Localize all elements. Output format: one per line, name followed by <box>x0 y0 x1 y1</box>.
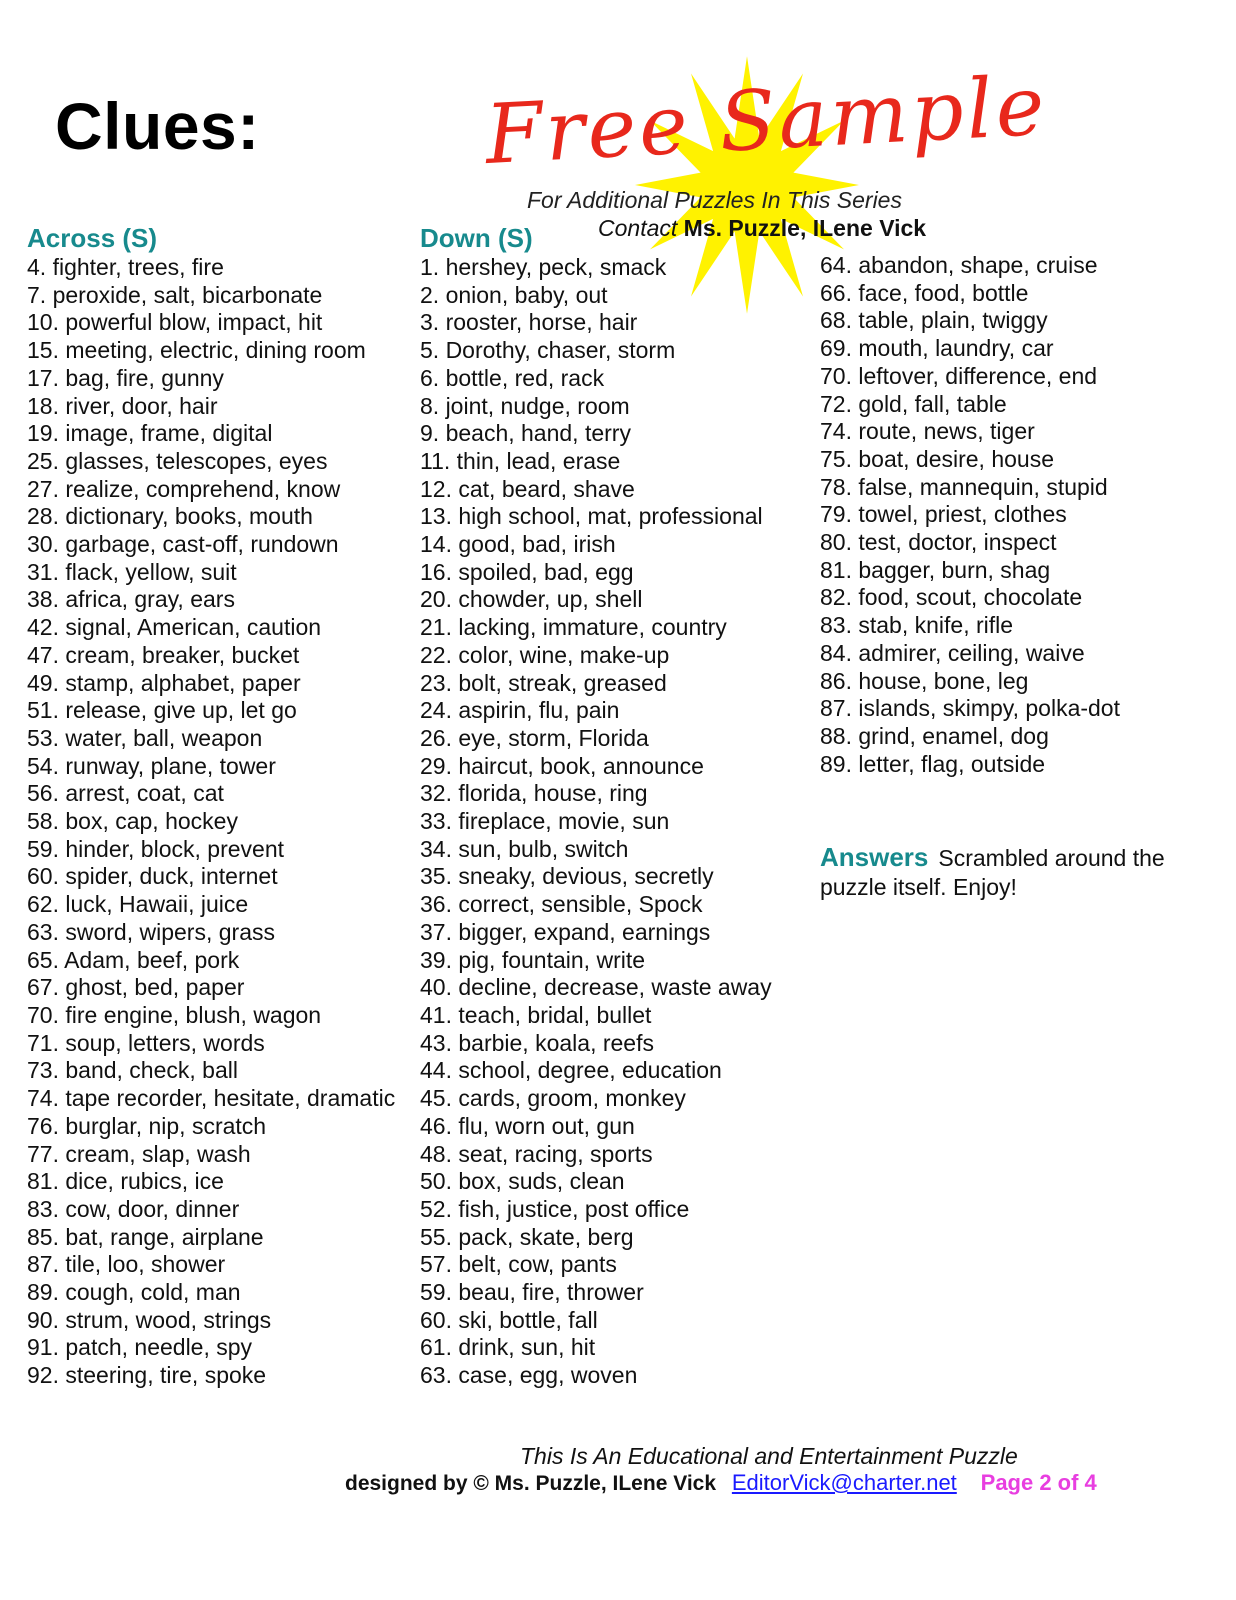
across-clue: 77. cream, slap, wash <box>27 1140 251 1167</box>
page-title: Clues: <box>55 89 260 163</box>
down-clue: 48. seat, racing, sports <box>420 1140 653 1167</box>
down-clue: 86. house, bone, leg <box>820 667 1029 694</box>
down-clue: 60. ski, bottle, fall <box>420 1306 598 1333</box>
across-clue: 89. cough, cold, man <box>27 1279 241 1306</box>
down-clue: 14. good, bad, irish <box>420 531 616 558</box>
across-clue: 71. soup, letters, words <box>27 1029 265 1056</box>
down-clue: 46. flu, worn out, gun <box>420 1112 635 1139</box>
down-clue: 83. stab, knife, rifle <box>820 612 1014 639</box>
down-clue: 63. case, egg, woven <box>420 1362 638 1389</box>
across-clue: 76. burglar, nip, scratch <box>27 1112 267 1139</box>
down-clue: 87. islands, skimpy, polka-dot <box>820 695 1120 722</box>
across-clue: 90. strum, wood, strings <box>27 1306 272 1333</box>
across-clue: 59. hinder, block, prevent <box>27 835 284 862</box>
across-clue: 49. stamp, alphabet, paper <box>27 669 301 696</box>
down-clue: 22. color, wine, make-up <box>420 641 670 668</box>
across-clue: 65. Adam, beef, pork <box>27 946 240 973</box>
across-clue: 18. river, door, hair <box>27 392 218 419</box>
down-clue: 57. belt, cow, pants <box>420 1251 617 1278</box>
across-clue: 62. luck, Hawaii, juice <box>27 891 249 918</box>
down-clue: 82. food, scout, chocolate <box>820 584 1083 611</box>
across-clue: 17. bag, fire, gunny <box>27 364 224 391</box>
across-clue: 92. steering, tire, spoke <box>27 1362 267 1389</box>
across-clue: 74. tape recorder, hesitate, dramatic <box>27 1085 396 1112</box>
down-clue: 6. bottle, red, rack <box>420 364 605 391</box>
page-indicator: Page 2 of 4 <box>980 1470 1097 1495</box>
down-clue: 16. spoiled, bad, egg <box>420 558 634 585</box>
down-clue: 59. beau, fire, thrower <box>420 1279 644 1306</box>
across-clue: 67. ghost, bed, paper <box>27 974 245 1001</box>
down-clue: 66. face, food, bottle <box>820 279 1029 306</box>
down-clue: 21. lacking, immature, country <box>420 614 727 641</box>
down-clue: 69. mouth, laundry, car <box>820 335 1054 362</box>
down-clue: 70. leftover, difference, end <box>820 362 1098 389</box>
across-clue: 30. garbage, cast-off, rundown <box>27 531 339 558</box>
across-clue: 63. sword, wipers, grass <box>27 918 275 945</box>
across-heading: Across (S) <box>27 223 158 253</box>
down-clue: 3. rooster, horse, hair <box>420 309 638 336</box>
across-clue: 87. tile, loo, shower <box>27 1251 226 1278</box>
down-clue: 40. decline, decrease, waste away <box>420 974 772 1001</box>
down-clue: 29. haircut, book, announce <box>420 752 704 779</box>
down-clue: 45. cards, groom, monkey <box>420 1085 686 1112</box>
down-clue: 36. correct, sensible, Spock <box>420 891 703 918</box>
contact-line <box>598 215 926 242</box>
across-clue: 19. image, frame, digital <box>27 420 273 447</box>
down-clue: 20. chowder, up, shell <box>420 586 643 613</box>
across-clue: 81. dice, rubics, ice <box>27 1168 224 1195</box>
down-clue: 41. teach, bridal, bullet <box>420 1001 652 1028</box>
answers-heading: Answers <box>820 842 929 872</box>
down-clue: 68. table, plain, twiggy <box>820 307 1048 334</box>
down-clue: 1. hershey, peck, smack <box>420 254 667 280</box>
down-clue: 32. florida, house, ring <box>420 780 648 807</box>
down-clue: 33. fireplace, movie, sun <box>420 808 670 835</box>
across-clue: 42. signal, American, caution <box>27 614 322 641</box>
across-clue: 56. arrest, coat, cat <box>27 780 224 807</box>
designer-credit: designed by © Ms. Puzzle, ILene Vick <box>345 1472 717 1495</box>
promo-line: For Additional Puzzles In This Series <box>527 187 902 213</box>
across-clue: 83. cow, door, dinner <box>27 1195 240 1222</box>
down-clue: 81. bagger, burn, shag <box>820 556 1051 583</box>
down-clue: 79. towel, priest, clothes <box>820 501 1067 528</box>
down-clue: 37. bigger, expand, earnings <box>420 918 711 945</box>
down-clue: 72. gold, fall, table <box>820 390 1007 417</box>
across-clue: 15. meeting, electric, dining room <box>27 337 366 364</box>
down-clue: 52. fish, justice, post office <box>420 1195 690 1222</box>
down-clue: 12. cat, beard, shave <box>420 475 635 502</box>
down-clue: 61. drink, sun, hit <box>420 1334 596 1361</box>
across-clue: 38. africa, gray, ears <box>27 586 235 613</box>
down-clue-list <box>420 254 772 1390</box>
across-clue: 58. box, cap, hockey <box>27 808 238 835</box>
down-clue: 89. letter, flag, outside <box>820 750 1046 777</box>
down-clue: 84. admirer, ceiling, waive <box>820 639 1085 666</box>
down-clue: 55. pack, skate, berg <box>420 1223 634 1250</box>
down-clue: 11. thin, lead, erase <box>420 447 621 474</box>
down-clue: 26. eye, storm, Florida <box>420 724 649 751</box>
free-sample-banner: Free Sample <box>483 58 1050 183</box>
across-clue: 47. cream, breaker, bucket <box>27 641 300 668</box>
email-link[interactable]: EditorVick@charter.net <box>731 1470 957 1495</box>
down-clue-list-continued <box>820 252 1120 778</box>
down-clue: 34. sun, bulb, switch <box>420 835 629 862</box>
answers-text: Scrambled around the puzzle itself. Enjoy! <box>820 845 1165 900</box>
across-clue: 25. glasses, telescopes, eyes <box>27 447 328 474</box>
answers-note <box>820 843 1180 902</box>
across-clue: 10. powerful blow, impact, hit <box>27 309 323 336</box>
across-clue: 31. flack, yellow, suit <box>27 558 237 585</box>
down-clue: 44. school, degree, education <box>420 1057 722 1084</box>
across-clue: 27. realize, comprehend, know <box>27 475 341 502</box>
down-clue: 8. joint, nudge, room <box>420 392 630 419</box>
down-clue: 13. high school, mat, professional <box>420 503 763 530</box>
down-clue: 39. pig, fountain, write <box>420 946 646 973</box>
down-clue: 43. barbie, koala, reefs <box>420 1029 654 1056</box>
across-clue: 54. runway, plane, tower <box>27 752 276 779</box>
down-clue: 35. sneaky, devious, secretly <box>420 863 714 890</box>
footer-tagline: This Is An Educational and Entertainment Puzzle <box>520 1443 1018 1469</box>
across-clue: 4. fighter, trees, fire <box>27 254 224 280</box>
down-heading: Down (S) <box>420 223 533 253</box>
across-clue: 91. patch, needle, spy <box>27 1334 253 1361</box>
down-clue: 5. Dorothy, chaser, storm <box>420 337 676 364</box>
footer-credit-line <box>345 1470 1097 1496</box>
across-clue: 28. dictionary, books, mouth <box>27 503 313 530</box>
down-clue: 9. beach, hand, terry <box>420 420 631 447</box>
down-clue: 64. abandon, shape, cruise <box>820 252 1098 278</box>
contact-label: Contact <box>598 215 678 241</box>
across-clue: 73. band, check, ball <box>27 1057 238 1084</box>
down-clue: 24. aspirin, flu, pain <box>420 697 620 724</box>
down-clue: 88. grind, enamel, dog <box>820 722 1049 749</box>
down-clue: 2. onion, baby, out <box>420 281 608 308</box>
across-clue: 7. peroxide, salt, bicarbonate <box>27 281 323 308</box>
contact-name: Ms. Puzzle, ILene Vick <box>683 215 927 241</box>
across-clue-list <box>27 254 395 1390</box>
down-clue: 75. boat, desire, house <box>820 445 1054 472</box>
down-clue: 80. test, doctor, inspect <box>820 529 1057 556</box>
down-clue: 78. false, mannequin, stupid <box>820 473 1108 500</box>
across-clue: 53. water, ball, weapon <box>27 724 263 751</box>
across-clue: 51. release, give up, let go <box>27 697 297 724</box>
down-clue: 23. bolt, streak, greased <box>420 669 667 696</box>
down-clue: 74. route, news, tiger <box>820 418 1035 445</box>
across-clue: 70. fire engine, blush, wagon <box>27 1001 322 1028</box>
down-clue: 50. box, suds, clean <box>420 1168 625 1195</box>
across-clue: 85. bat, range, airplane <box>27 1223 264 1250</box>
across-clue: 60. spider, duck, internet <box>27 863 278 890</box>
